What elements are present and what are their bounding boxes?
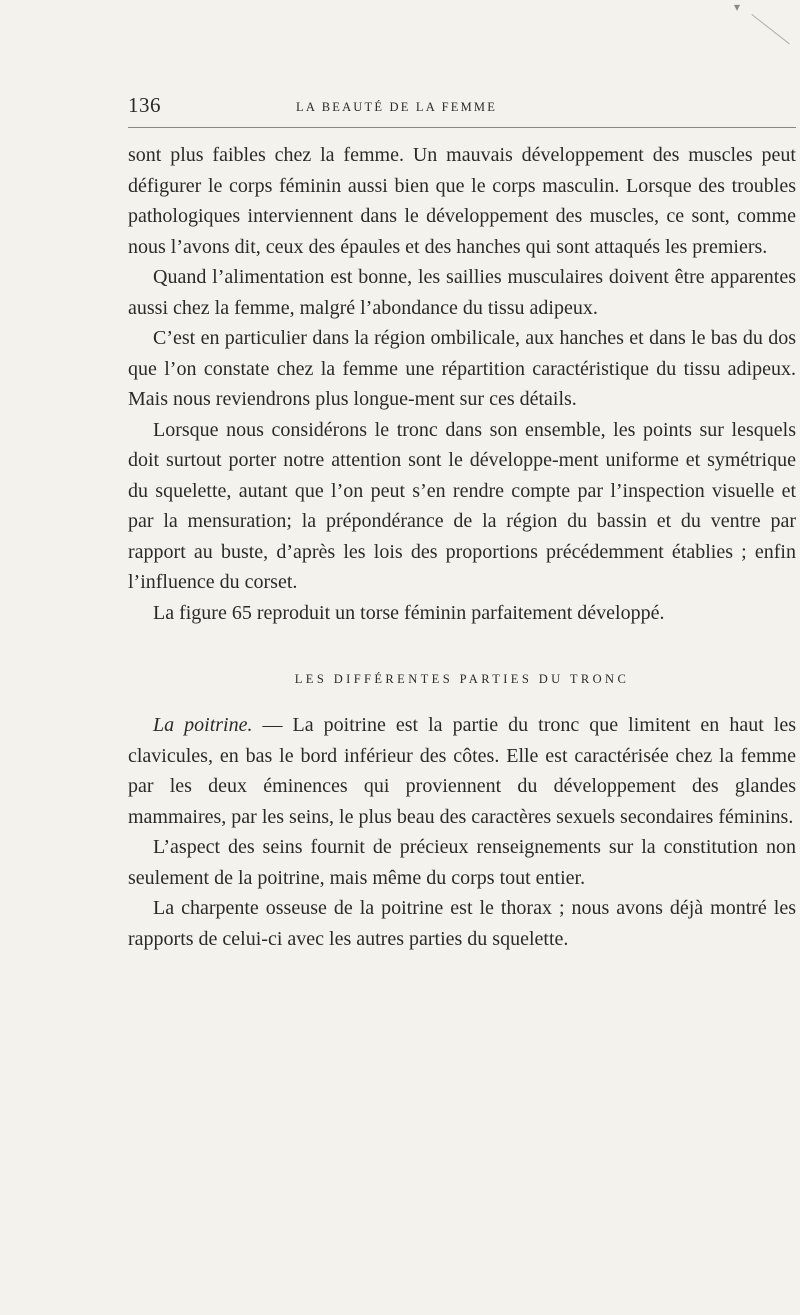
paragraph-1: sont plus faibles chez la femme. Un mauvais développement des muscles peut défigurer le corps féminin aussi bien que le corps masculin. Lorsque des troubles pathologiques interviennent dans le développement des muscles, ce sont, comme nous l’avons dit, ceux des épaules et des hanches qui sont attaqués les premiers. [128,144,796,258]
paragraph-2: Quand l’alimentation est bonne, les saillies musculaires doivent être apparentes aussi chez la femme, malgré l’abondance du tissu adipeux. [128,266,796,319]
paragraph-5: La figure 65 reproduit un torse féminin parfaitement développé. [153,601,665,624]
paragraph-7: L’aspect des seins fournit de précieux renseignements sur la constitution non seulement de la poitrine, mais même du corps tout entier. [128,836,796,889]
corner-stroke [751,14,789,44]
paragraph-6 [128,710,796,832]
header-rule [128,127,796,128]
paragraph-3: C’est en particulier dans la région ombilicale, aux hanches et dans le bas du dos que l’on constate chez la femme une répartition caractéristique du tissu adipeux. Mais nous reviendrons plus longue-ment sur ces détails. [128,327,796,410]
paragraph-4: Lorsque nous considérons le tronc dans son ensemble, les points sur lesquels doit surtout porter notre attention sont le développe-ment uniforme et symétrique du squelette, autant que l’on peut s’en rendre compte par l’inspection visuelle et par la mensuration; la prépondérance de la région du bassin et du ventre par rapport au buste, d’après les lois des proportions précédemment établies ; enfin l’influence du corset. [128,418,796,593]
page-number: 136 [128,93,161,117]
running-title: LA BEAUTÉ DE LA FEMME [296,100,498,114]
body-text [128,140,796,954]
running-head [128,93,796,123]
section-heading: LES DIFFÉRENTES PARTIES DU TRONC [294,672,630,686]
paragraph-8: La charpente osseuse de la poitrine est le thorax ; nous avons déjà montré les rapports de celui-ci avec les autres parties du squelette. [128,897,796,950]
section-intro-italic: La poitrine. [153,714,253,736]
corner-mark-icon: ▾ [734,0,741,14]
section-intro-rest: — La poitrine est la partie du tronc que limitent en haut les clavicules, en bas le bord inférieur des côtes. Elle est caractérisée chez la femme par les deux éminences qui proviennent du développement des glandes mammaires, par les seins, le plus beau des caractères sexuels secondaires féminins. [128,714,796,828]
